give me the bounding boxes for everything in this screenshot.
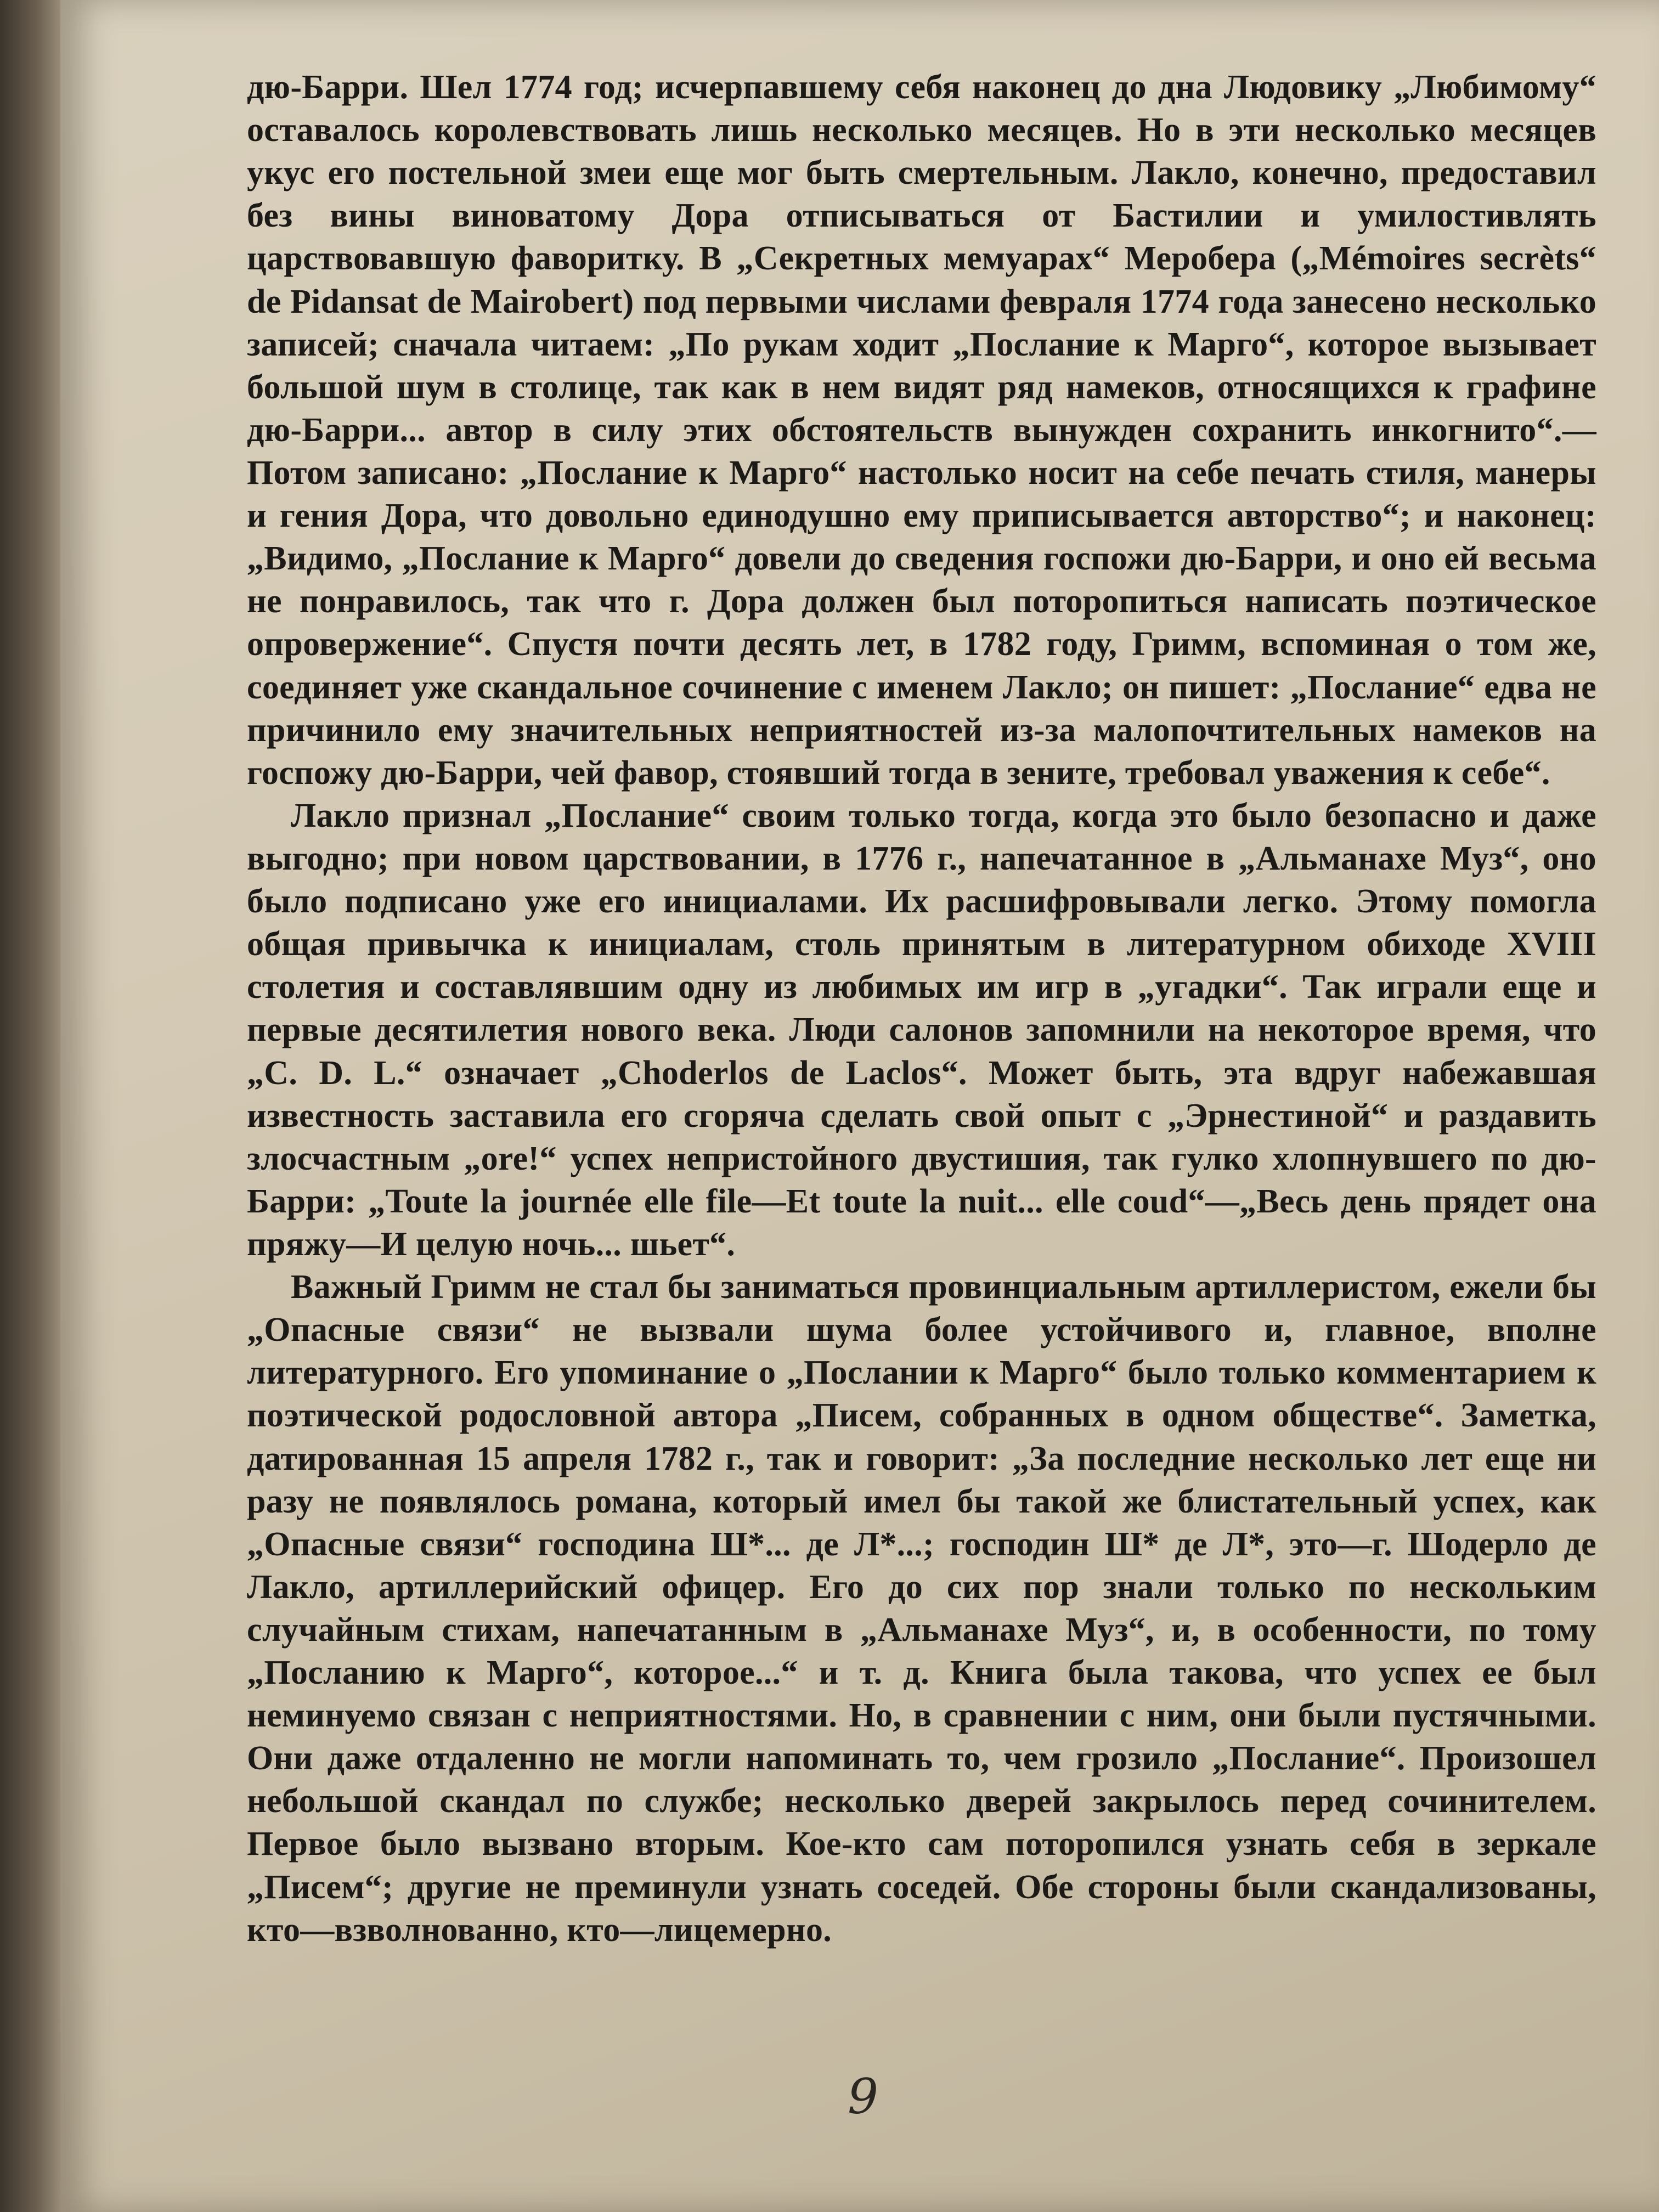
- paragraph-1: дю-Барри. Шел 1774 год; исчерпавшему себя наконец до дна Людовику „Любимому“ оставалось королевствовать лишь несколько месяцев. Но в эти несколько месяцев укус его постельной змеи еще мог быть смертельным. Лакло, конечно, предоставил без вины виноватому Дора отписываться от Бастилии и умилостивлять царствовавшую фаворитку. В „Секретных мемуарах“ Меробера („Mémoires secrèts“ de Pidansat de Mairobert) под первыми числами февраля 1774 года занесено несколько записей; сначала читаем: „По рукам ходит „Послание к Марго“, которое вызывает большой шум в столице, так как в нем видят ряд намеков, относящихся к графине дю-Барри... автор в силу этих обстоятельств вынужден сохранить инкогнито“.—Потом записано: „Послание к Марго“ настолько носит на себе печать стиля, манеры и гения Дора, что довольно единодушно ему приписывается авторство“; и наконец: „Видимо, „Послание к Марго“ довели до сведения госпожи дю-Барри, и оно ей весьма не понравилось, так что г. Дора должен был поторопиться написать поэтическое опровержение“. Спустя почти десять лет, в 1782 году, Гримм, вспоминая о том же, соединяет уже скандальное сочинение с именем Лакло; он пишет: „Послание“ едва не причинило ему значительных неприятностей из-за малопочтительных намеков на госпожу дю-Барри, чей фавор, стоявший тогда в зените, требовал уважения к себе“.: [247, 69, 1596, 792]
- page-text: [247, 66, 1596, 1951]
- page-number: 9: [848, 2068, 878, 2125]
- book-page: [60, 0, 1659, 2212]
- paragraph-2: Лакло признал „Послание“ своим только тогда, когда это было безопасно и даже выгодно; при новом царствовании, в 1776 г., напечатанное в „Альманахе Муз“, оно было подписано уже его инициалами. Их расшифровывали легко. Этому помогла общая привычка к инициалам, столь принятым в литературном обиходе XVIII столетия и составлявшим одну из любимых им игр в „угадки“. Так играли еще и первые десятилетия нового века. Люди салонов запомнили на некоторое время, что „C. D. L.“ означает „Choderlos de Laclos“. Может быть, эта вдруг набежавшая известность заставила его сгоряча сделать свой опыт с „Эрнестиной“ и раздавить злосчастным „ore!“ успех непристойного двустишия, так гулко хлопнувшего по дю-Барри: „Toute la journée elle file—Et toute la nuit... elle coud“—„Весь день прядет она пряжу—И целую ночь... шьет“.: [247, 797, 1596, 1263]
- paragraph-3: Важный Гримм не стал бы заниматься провинциальным артиллеристом, ежели бы „Опасные связи“ не вызвали шума более устойчивого и, главное, вполне литературного. Его упоминание о „Послании к Марго“ было только комментарием к поэтической родословной автора „Писем, собранных в одном обществе“. Заметка, датированная 15 апреля 1782 г., так и говорит: „За последние несколько лет еще ни разу не появлялось романа, который имел бы такой же блистательный успех, как „Опасные связи“ господина Ш*... де Л*...; господин Ш* де Л*, это—г. Шодерло де Лакло, артиллерийский офицер. Его до сих пор знали только по нескольким случайным стихам, напечатанным в „Альманахе Муз“, и, в особенности, по тому „Посланию к Марго“, которое...“ и т. д. Книга была такова, что успех ее был неминуемо связан с неприятностями. Но, в сравнении с ним, они были пустячными. Они даже отдаленно не могли напоминать то, чем грозило „Послание“. Произошел небольшой скандал по службе; несколько дверей закрылось перед сочинителем. Первое было вызвано вторым. Кое-кто сам поторопился узнать себя в зеркале „Писем“; другие не преминули узнать соседей. Обе стороны были скандализованы, кто—взволнованно, кто—лицемерно.: [247, 1268, 1596, 1949]
